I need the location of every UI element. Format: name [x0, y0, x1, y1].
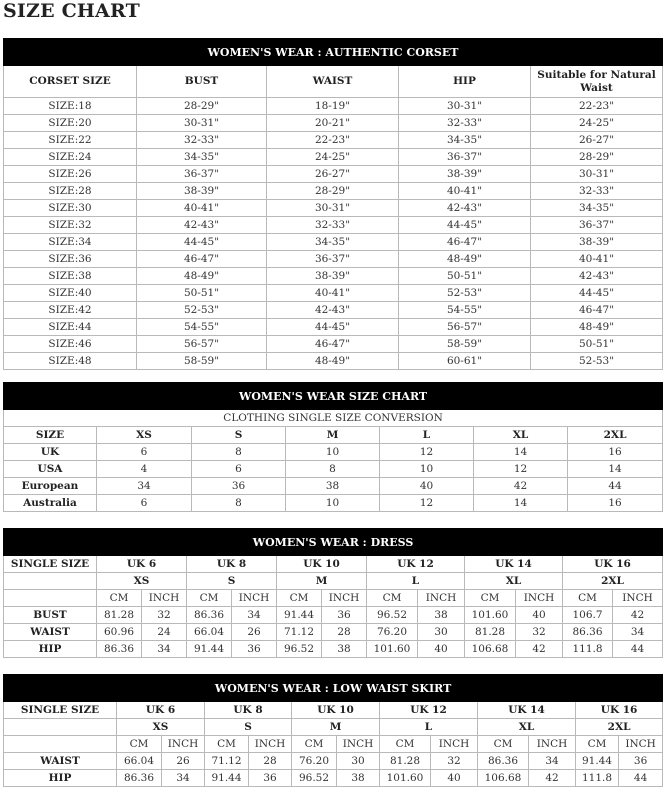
table-cell: 71.12: [277, 624, 322, 641]
table-cell: 44-45": [137, 234, 267, 251]
table-cell: 52-53": [137, 302, 267, 319]
skirt-letter-size: XL: [478, 719, 576, 736]
table-cell: 10: [286, 495, 380, 512]
table-cell: 66.04: [117, 753, 162, 770]
size-chart-header-cell: S: [192, 427, 286, 444]
skirt-letter-size: S: [205, 719, 292, 736]
table-cell: 34: [162, 770, 205, 787]
table-cell: 18-19": [267, 98, 399, 115]
corset-row: [4, 268, 663, 285]
table-cell: 20-21": [267, 115, 399, 132]
table-cell: 12: [380, 444, 474, 461]
table-cell: 4: [97, 461, 192, 478]
table-cell: 60-61": [399, 353, 531, 370]
table-cell: 56-57": [137, 336, 267, 353]
row-label: SIZE:22: [4, 132, 137, 149]
table-cell: 106.68: [465, 641, 516, 658]
skirt-blank-cell: [4, 736, 117, 753]
table-cell: 42: [529, 770, 576, 787]
dress-unit-cm: CM: [277, 590, 322, 607]
corset-row: [4, 234, 663, 251]
table-cell: 36: [619, 753, 663, 770]
table-cell: 52-53": [531, 353, 663, 370]
corset-row: [4, 166, 663, 183]
skirt-row: [4, 753, 663, 770]
dress-letter-size: XS: [97, 573, 187, 590]
table-cell: 111.8: [576, 770, 619, 787]
skirt-blank-cell: [4, 719, 117, 736]
table-cell: 26: [162, 753, 205, 770]
table-cell: 38: [286, 478, 380, 495]
row-label: USA: [4, 461, 97, 478]
table-cell: 36: [249, 770, 292, 787]
table-cell: 86.36: [478, 753, 529, 770]
table-cell: 26: [232, 624, 277, 641]
table-cell: 101.60: [380, 770, 431, 787]
corset-row: [4, 149, 663, 166]
skirt-uk-size: UK 12: [380, 702, 478, 719]
table-cell: 38: [418, 607, 465, 624]
skirt-uk-size: UK 14: [478, 702, 576, 719]
table-cell: 106.7: [563, 607, 613, 624]
size-chart-header-row: [4, 427, 663, 444]
table-cell: 91.44: [576, 753, 619, 770]
table-cell: 36: [232, 641, 277, 658]
dress-uk-row: [4, 556, 663, 573]
table-cell: 44-45": [267, 319, 399, 336]
table-cell: 52-53": [399, 285, 531, 302]
skirt-unit-inch: INCH: [431, 736, 478, 753]
table-cell: 30: [337, 753, 380, 770]
table-cell: 32: [142, 607, 187, 624]
size-chart-header-cell: XS: [97, 427, 192, 444]
table-cell: 96.52: [367, 607, 418, 624]
row-label: BUST: [4, 607, 97, 624]
table-cell: 40: [516, 607, 563, 624]
row-label: SIZE:36: [4, 251, 137, 268]
table-cell: 40-41": [267, 285, 399, 302]
table-cell: 60.96: [97, 624, 142, 641]
size-chart-banner: WOMEN'S WEAR SIZE CHART: [4, 383, 663, 410]
table-cell: 26-27": [267, 166, 399, 183]
row-label: HIP: [4, 770, 117, 787]
table-cell: 30-31": [399, 98, 531, 115]
table-cell: 46-47": [267, 336, 399, 353]
table-cell: 14: [474, 444, 568, 461]
table-cell: 42: [613, 607, 663, 624]
table-cell: 42-43": [399, 200, 531, 217]
skirt-letter-size: XS: [117, 719, 205, 736]
table-cell: 44: [613, 641, 663, 658]
table-cell: 28: [322, 624, 367, 641]
table-cell: 48-49": [531, 319, 663, 336]
skirt-uk-size: UK 16: [576, 702, 663, 719]
size-chart-header-cell: L: [380, 427, 474, 444]
table-cell: 8: [286, 461, 380, 478]
table-cell: 38-39": [531, 234, 663, 251]
corset-row: [4, 132, 663, 149]
table-cell: 38: [322, 641, 367, 658]
table-cell: 30: [418, 624, 465, 641]
dress-uk-size: UK 8: [187, 556, 277, 573]
size-chart-row: [4, 444, 663, 461]
corset-header-cell: WAIST: [267, 66, 399, 98]
table-cell: 76.20: [292, 753, 337, 770]
row-label: WAIST: [4, 624, 97, 641]
table-cell: 40: [418, 641, 465, 658]
skirt-uk-size: UK 6: [117, 702, 205, 719]
table-cell: 34-35": [399, 132, 531, 149]
row-label: SIZE:40: [4, 285, 137, 302]
dress-letter-size: 2XL: [563, 573, 663, 590]
skirt-unit-cm: CM: [292, 736, 337, 753]
corset-row: [4, 98, 663, 115]
row-label: European: [4, 478, 97, 495]
row-label: SIZE:44: [4, 319, 137, 336]
table-cell: 96.52: [277, 641, 322, 658]
skirt-uk-row: [4, 702, 663, 719]
dress-unit-inch: INCH: [232, 590, 277, 607]
table-cell: 34: [97, 478, 192, 495]
corset-banner: WOMEN'S WEAR : AUTHENTIC CORSET: [4, 39, 663, 66]
dress-size-table: [3, 528, 663, 658]
dress-unit-inch: INCH: [142, 590, 187, 607]
corset-row: [4, 285, 663, 302]
dress-unit-cm: CM: [367, 590, 418, 607]
skirt-letter-size: L: [380, 719, 478, 736]
table-cell: 42-43": [531, 268, 663, 285]
table-cell: 16: [568, 495, 663, 512]
table-cell: 36-37": [137, 166, 267, 183]
table-cell: 32: [516, 624, 563, 641]
row-label: SIZE:30: [4, 200, 137, 217]
table-cell: 38-39": [137, 183, 267, 200]
table-cell: 34: [142, 641, 187, 658]
row-label: SIZE:32: [4, 217, 137, 234]
corset-header-cell: CORSET SIZE: [4, 66, 137, 98]
table-cell: 12: [474, 461, 568, 478]
table-cell: 46-47": [531, 302, 663, 319]
table-cell: 36-37": [399, 149, 531, 166]
table-cell: 28-29": [267, 183, 399, 200]
dress-unit-inch: INCH: [613, 590, 663, 607]
corset-header-cell: Suitable for Natural Waist: [531, 66, 663, 98]
table-cell: 91.44: [187, 641, 232, 658]
dress-unit-cm: CM: [563, 590, 613, 607]
skirt-unit-cm: CM: [205, 736, 249, 753]
size-chart-header-cell: XL: [474, 427, 568, 444]
table-cell: 91.44: [277, 607, 322, 624]
table-cell: 44-45": [531, 285, 663, 302]
corset-row: [4, 319, 663, 336]
table-cell: 28-29": [137, 98, 267, 115]
table-cell: 44-45": [399, 217, 531, 234]
corset-row: [4, 353, 663, 370]
size-chart-header-cell: M: [286, 427, 380, 444]
table-cell: 40-41": [137, 200, 267, 217]
dress-unit-cm: CM: [97, 590, 142, 607]
skirt-banner: WOMEN'S WEAR : LOW WAIST SKIRT: [4, 675, 663, 702]
table-cell: 14: [568, 461, 663, 478]
dress-letter-size: L: [367, 573, 465, 590]
table-cell: 42-43": [267, 302, 399, 319]
table-cell: 36-37": [267, 251, 399, 268]
table-cell: 48-49": [267, 353, 399, 370]
table-cell: 46-47": [137, 251, 267, 268]
corset-header-row: [4, 66, 663, 98]
row-label: SIZE:42: [4, 302, 137, 319]
corset-size-table: [3, 38, 663, 370]
table-cell: 12: [380, 495, 474, 512]
skirt-letter-size: M: [292, 719, 380, 736]
dress-banner: WOMEN'S WEAR : DRESS: [4, 529, 663, 556]
skirt-unit-inch: INCH: [529, 736, 576, 753]
page-title: SIZE CHART: [3, 0, 140, 22]
table-cell: 36-37": [531, 217, 663, 234]
corset-header-cell: HIP: [399, 66, 531, 98]
dress-blank-cell: [4, 573, 97, 590]
dress-unit-inch: INCH: [516, 590, 563, 607]
dress-letter-size: M: [277, 573, 367, 590]
skirt-unit-cm: CM: [478, 736, 529, 753]
dress-row: [4, 607, 663, 624]
table-cell: 6: [97, 444, 192, 461]
table-cell: 86.36: [97, 641, 142, 658]
row-label: SIZE:38: [4, 268, 137, 285]
size-conversion-table: [3, 382, 663, 512]
table-cell: 30-31": [267, 200, 399, 217]
table-cell: 22-23": [531, 98, 663, 115]
table-cell: 40-41": [531, 251, 663, 268]
table-cell: 32: [431, 753, 478, 770]
skirt-single-size-label: SINGLE SIZE: [4, 702, 117, 719]
table-cell: 54-55": [399, 302, 531, 319]
table-cell: 16: [568, 444, 663, 461]
skirt-unit-cm: CM: [576, 736, 619, 753]
row-label: SIZE:18: [4, 98, 137, 115]
dress-unit-inch: INCH: [322, 590, 367, 607]
table-cell: 8: [192, 495, 286, 512]
table-cell: 36: [322, 607, 367, 624]
size-chart-header-cell: 2XL: [568, 427, 663, 444]
table-cell: 86.36: [187, 607, 232, 624]
size-chart-row: [4, 461, 663, 478]
skirt-unit-inch: INCH: [249, 736, 292, 753]
table-cell: 24-25": [531, 115, 663, 132]
corset-row: [4, 251, 663, 268]
table-cell: 36: [192, 478, 286, 495]
table-cell: 6: [97, 495, 192, 512]
table-cell: 48-49": [399, 251, 531, 268]
table-cell: 81.28: [465, 624, 516, 641]
skirt-uk-size: UK 10: [292, 702, 380, 719]
table-cell: 38-39": [399, 166, 531, 183]
dress-blank-cell: [4, 590, 97, 607]
size-chart-row: [4, 478, 663, 495]
row-label: UK: [4, 444, 97, 461]
dress-unit-cm: CM: [465, 590, 516, 607]
table-cell: 10: [380, 461, 474, 478]
table-cell: 101.60: [367, 641, 418, 658]
skirt-unit-inch: INCH: [162, 736, 205, 753]
table-cell: 86.36: [117, 770, 162, 787]
table-cell: 32-33": [531, 183, 663, 200]
table-cell: 34: [529, 753, 576, 770]
dress-unit-inch: INCH: [418, 590, 465, 607]
table-cell: 50-51": [137, 285, 267, 302]
table-cell: 34-35": [531, 200, 663, 217]
table-cell: 56-57": [399, 319, 531, 336]
row-label: HIP: [4, 641, 97, 658]
dress-unit-cm: CM: [187, 590, 232, 607]
table-cell: 34: [613, 624, 663, 641]
table-cell: 38: [337, 770, 380, 787]
table-cell: 86.36: [563, 624, 613, 641]
table-cell: 34-35": [137, 149, 267, 166]
skirt-unit-cm: CM: [117, 736, 162, 753]
table-cell: 50-51": [531, 336, 663, 353]
dress-letter-size: XL: [465, 573, 563, 590]
table-cell: 76.20: [367, 624, 418, 641]
table-cell: 30-31": [137, 115, 267, 132]
skirt-unit-inch: INCH: [337, 736, 380, 753]
skirt-row: [4, 770, 663, 787]
corset-row: [4, 115, 663, 132]
skirt-unit-cm: CM: [380, 736, 431, 753]
dress-row: [4, 624, 663, 641]
skirt-size-table: [3, 674, 663, 787]
table-cell: 91.44: [205, 770, 249, 787]
row-label: SIZE:26: [4, 166, 137, 183]
table-cell: 42-43": [137, 217, 267, 234]
dress-uk-size: UK 12: [367, 556, 465, 573]
table-cell: 66.04: [187, 624, 232, 641]
row-label: SIZE:48: [4, 353, 137, 370]
table-cell: 111.8: [563, 641, 613, 658]
table-cell: 40: [380, 478, 474, 495]
corset-row: [4, 336, 663, 353]
table-cell: 28-29": [531, 149, 663, 166]
row-label: SIZE:34: [4, 234, 137, 251]
table-cell: 58-59": [399, 336, 531, 353]
table-cell: 44: [568, 478, 663, 495]
table-cell: 40: [431, 770, 478, 787]
table-cell: 50-51": [399, 268, 531, 285]
skirt-letter-row: [4, 719, 663, 736]
table-cell: 81.28: [380, 753, 431, 770]
dress-row: [4, 641, 663, 658]
size-chart-row: [4, 495, 663, 512]
table-cell: 101.60: [465, 607, 516, 624]
dress-uk-size: UK 16: [563, 556, 663, 573]
table-cell: 81.28: [97, 607, 142, 624]
table-cell: 24-25": [267, 149, 399, 166]
row-label: WAIST: [4, 753, 117, 770]
skirt-unit-inch: INCH: [619, 736, 663, 753]
table-cell: 44: [619, 770, 663, 787]
table-cell: 106.68: [478, 770, 529, 787]
table-cell: 30-31": [531, 166, 663, 183]
table-cell: 34: [232, 607, 277, 624]
corset-row: [4, 183, 663, 200]
row-label: SIZE:28: [4, 183, 137, 200]
table-cell: 28: [249, 753, 292, 770]
table-cell: 34-35": [267, 234, 399, 251]
table-cell: 24: [142, 624, 187, 641]
table-cell: 40-41": [399, 183, 531, 200]
table-cell: 26-27": [531, 132, 663, 149]
skirt-unit-row: [4, 736, 663, 753]
dress-uk-size: UK 14: [465, 556, 563, 573]
dress-unit-row: [4, 590, 663, 607]
table-cell: 38-39": [267, 268, 399, 285]
corset-header-cell: BUST: [137, 66, 267, 98]
row-label: SIZE:20: [4, 115, 137, 132]
table-cell: 32-33": [399, 115, 531, 132]
table-cell: 58-59": [137, 353, 267, 370]
table-cell: 10: [286, 444, 380, 461]
size-chart-header-cell: SIZE: [4, 427, 97, 444]
table-cell: 8: [192, 444, 286, 461]
table-cell: 42: [516, 641, 563, 658]
table-cell: 71.12: [205, 753, 249, 770]
corset-row: [4, 200, 663, 217]
table-cell: 54-55": [137, 319, 267, 336]
corset-row: [4, 302, 663, 319]
table-cell: 32-33": [137, 132, 267, 149]
table-cell: 48-49": [137, 268, 267, 285]
skirt-uk-size: UK 8: [205, 702, 292, 719]
table-cell: 32-33": [267, 217, 399, 234]
table-cell: 22-23": [267, 132, 399, 149]
dress-uk-size: UK 10: [277, 556, 367, 573]
table-cell: 6: [192, 461, 286, 478]
table-cell: 14: [474, 495, 568, 512]
row-label: SIZE:46: [4, 336, 137, 353]
size-chart-subtitle: CLOTHING SINGLE SIZE CONVERSION: [4, 410, 663, 427]
table-cell: 42: [474, 478, 568, 495]
dress-letter-size: S: [187, 573, 277, 590]
table-cell: 96.52: [292, 770, 337, 787]
dress-uk-size: UK 6: [97, 556, 187, 573]
row-label: SIZE:24: [4, 149, 137, 166]
corset-row: [4, 217, 663, 234]
row-label: Australia: [4, 495, 97, 512]
table-cell: 46-47": [399, 234, 531, 251]
dress-letter-row: [4, 573, 663, 590]
skirt-letter-size: 2XL: [576, 719, 663, 736]
dress-single-size-label: SINGLE SIZE: [4, 556, 97, 573]
